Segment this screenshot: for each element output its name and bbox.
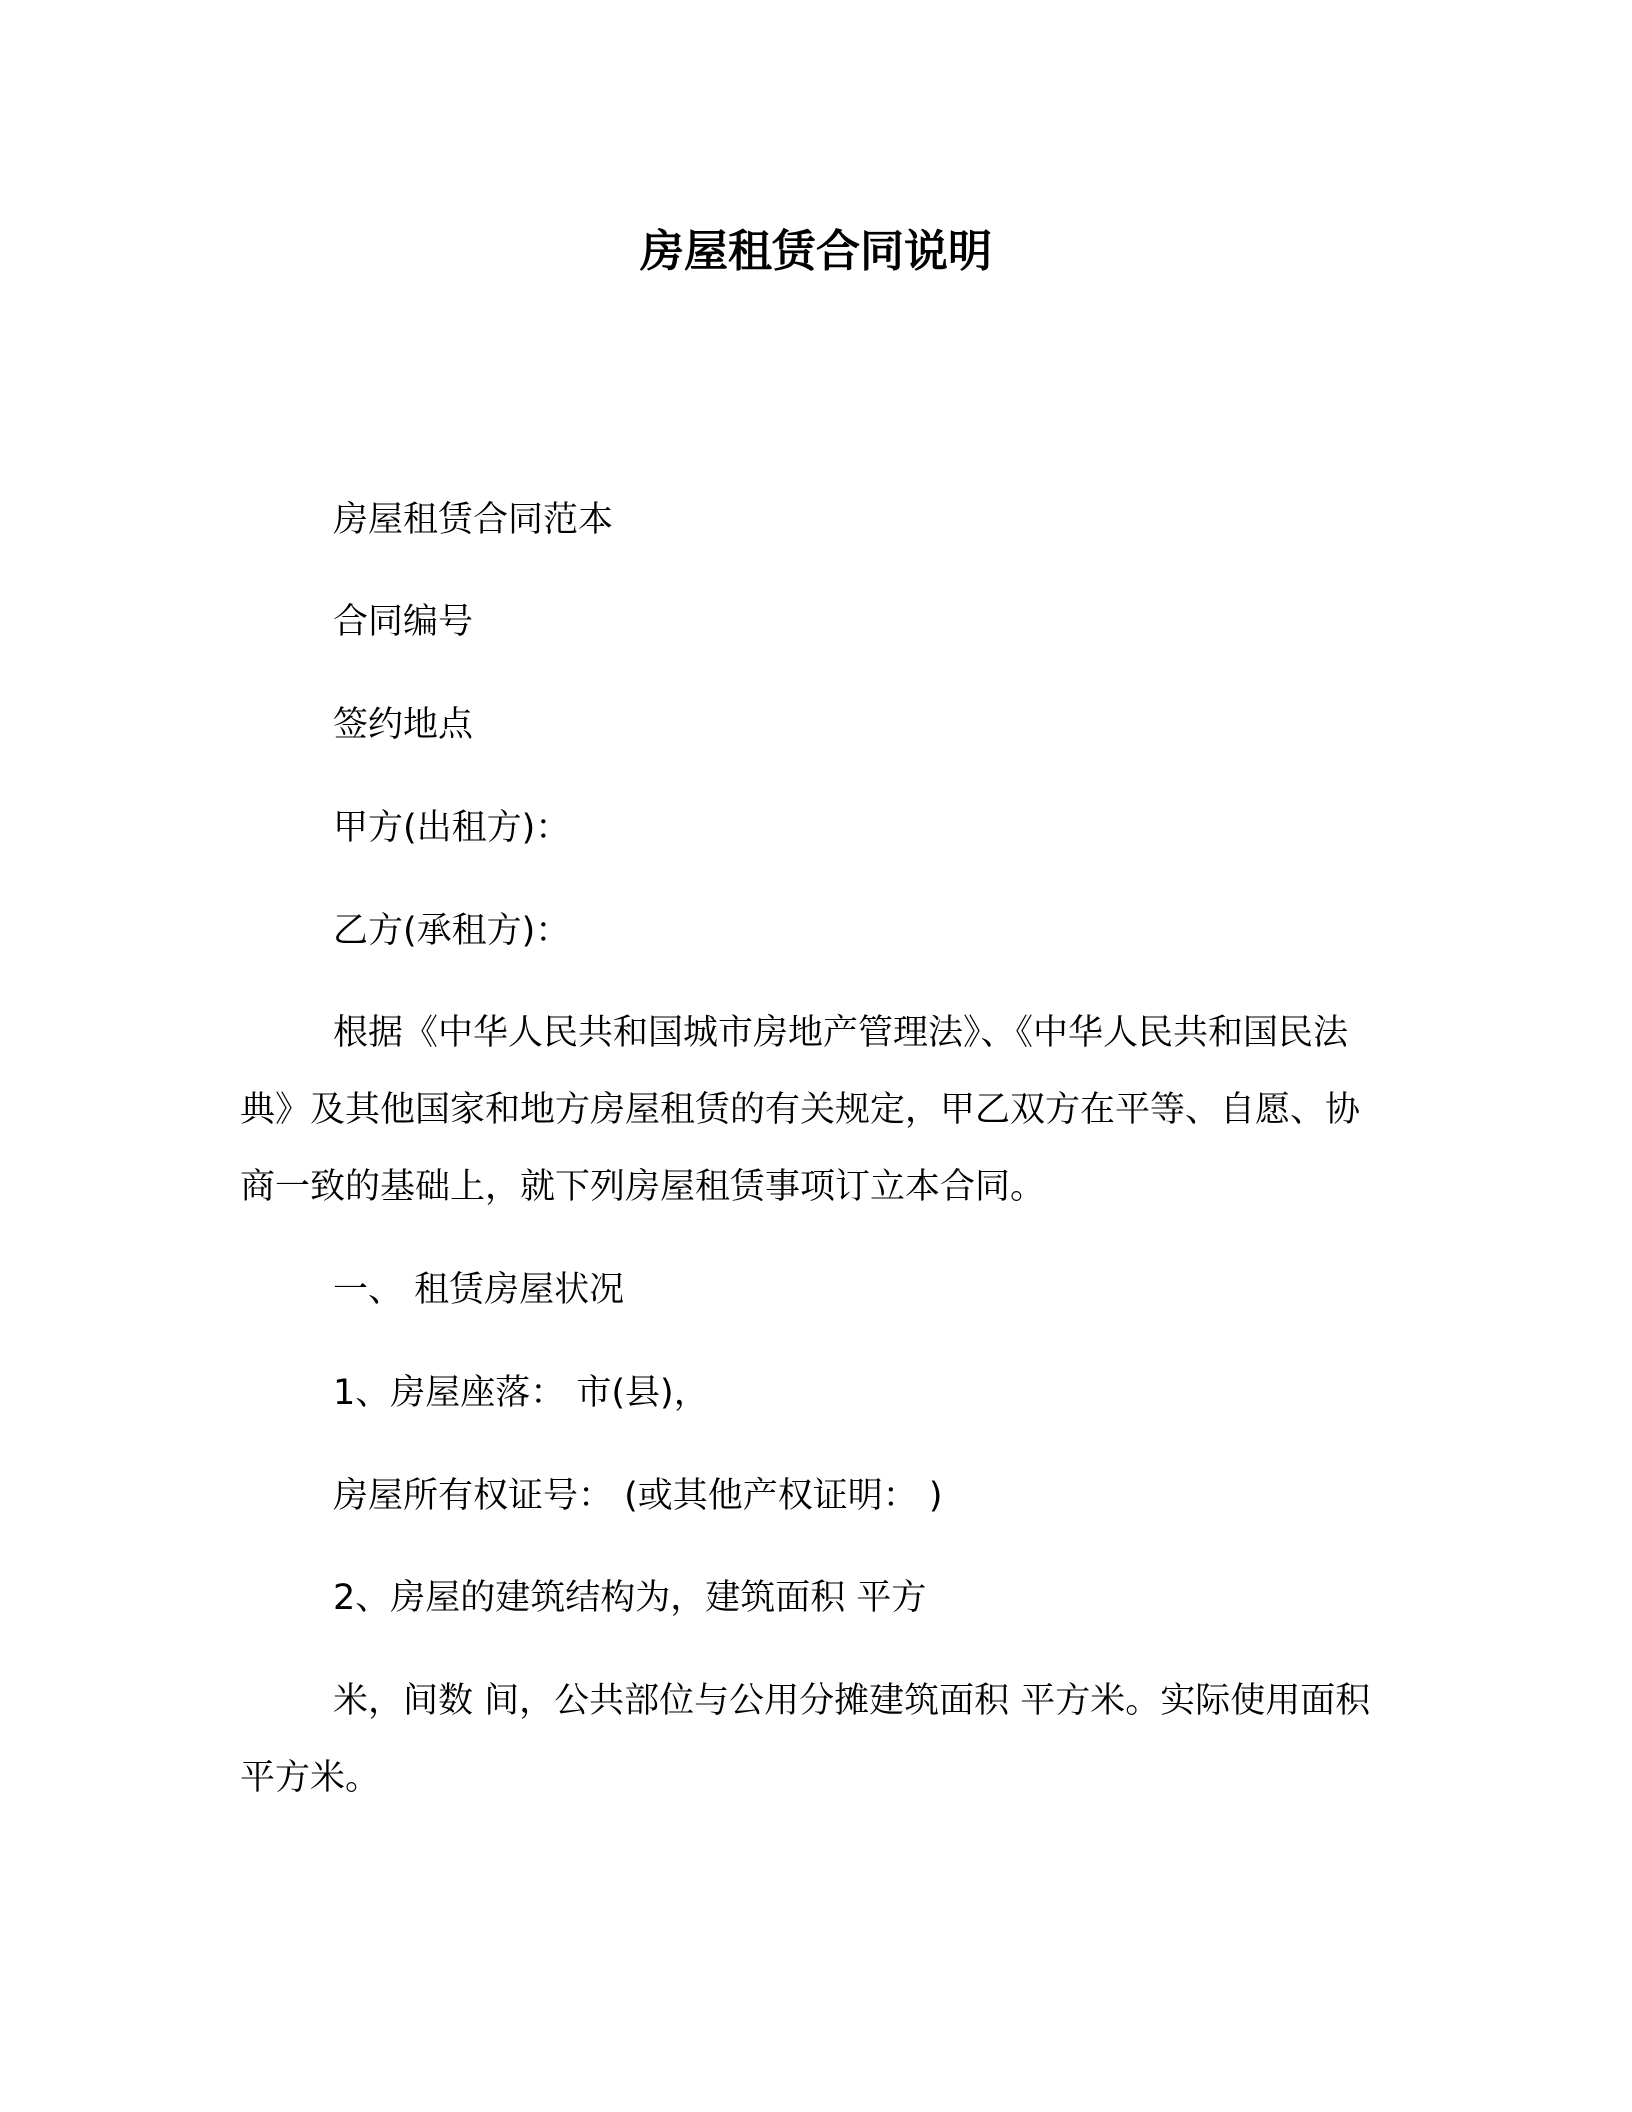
contract-number-label: 合同编号 (333, 602, 474, 642)
contract-template-label: 房屋租赁合同范本 (333, 500, 614, 540)
signing-location-label: 签约地点 (333, 705, 474, 745)
party-b-label: 乙方(承租方)： (333, 911, 571, 951)
document-title: 房屋租赁合同说明 (640, 226, 992, 277)
area-paragraph: 米，间数 间，公共部位与公用分摊建筑面积 平方米。实际使用面积 平方米。 (240, 1681, 1371, 1798)
house-location-item: 1、房屋座落： 市(县)， (333, 1373, 709, 1413)
party-a-label: 甲方(出租方)： (333, 808, 571, 848)
basis-paragraph: 根据《中华人民共和国城市房地产管理法》、《中华人民共和国民法典》及其他国家和地方房屋租赁的有关规定，甲乙双方在平等、自愿、协商一致的基础上，就下列房屋租赁事项订立本合同。 (240, 1013, 1361, 1207)
ownership-certificate-line: 房屋所有权证号： (或其他产权证明： ) (333, 1476, 943, 1516)
section-1-heading: 一、 租赁房屋状况 (333, 1270, 625, 1310)
building-structure-item: 2、房屋的建筑结构为，建筑面积 平方 (333, 1578, 927, 1618)
